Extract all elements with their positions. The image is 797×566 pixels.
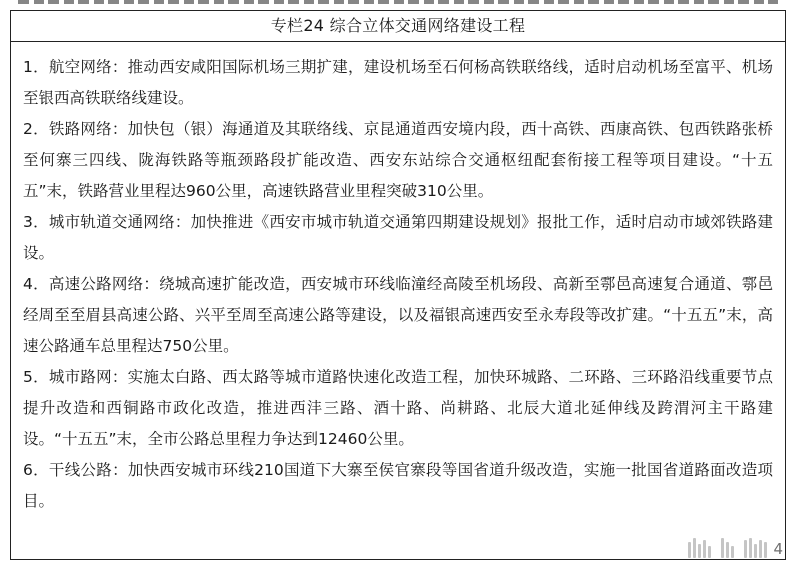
column-panel: [10, 10, 786, 560]
panel-body: [11, 42, 785, 517]
item-trunk-highway: 6．干线公路：加快西安城市环线210国道下大寨至侯官寨段等国省道升级改造，实施一批国省道路面改造项目。: [23, 461, 773, 510]
item-expressway: 4．高速公路网络：绕城高速扩能改造，西安城市环线临潼经高陵至机场段、高新至鄠邑高速复合通道、鄠邑经周至至眉县高速公路、兴平至周至高速公路等建设，以及福银高速西安至永寿段等改扩建。“十五五”末，高速公路通车总里程达750公里。: [23, 275, 773, 355]
watermark: [688, 536, 783, 558]
item-aviation: 1．航空网络：推动西安咸阳国际机场三期扩建，建设机场至石何杨高铁联络线，适时启动机场至富平、机场至银西高铁联络线建设。: [23, 58, 773, 107]
watermark-text: 4: [773, 540, 783, 558]
top-cutoff-text: [0, 0, 797, 6]
panel-title: 专栏24 综合立体交通网络建设工程: [11, 11, 785, 42]
item-urban-rail: 3．城市轨道交通网络：加快推进《西安市城市轨道交通第四期建设规划》报批工作，适时启动市域郊铁路建设。: [23, 213, 773, 262]
item-railway: 2．铁路网络：加快包（银）海通道及其联络线、京昆通道西安境内段，西十高铁、西康高铁、包西铁路张桥至何寨三四线、陇海铁路等瓶颈路段扩能改造、西安东站综合交通枢纽配套衔接工程等项目建设。“十五五”末，铁路营业里程达960公里，高速铁路营业里程突破310公里。: [23, 120, 773, 200]
item-city-roads: 5．城市路网：实施太白路、西太路等城市道路快速化改造工程，加快环城路、二环路、三环路沿线重要节点提升改造和西铜路市政化改造，推进西沣三路、酒十路、尚耕路、北辰大道北延伸线及跨渭河主干路建设。“十五五”末，全市公路总里程力争达到12460公里。: [23, 368, 773, 448]
